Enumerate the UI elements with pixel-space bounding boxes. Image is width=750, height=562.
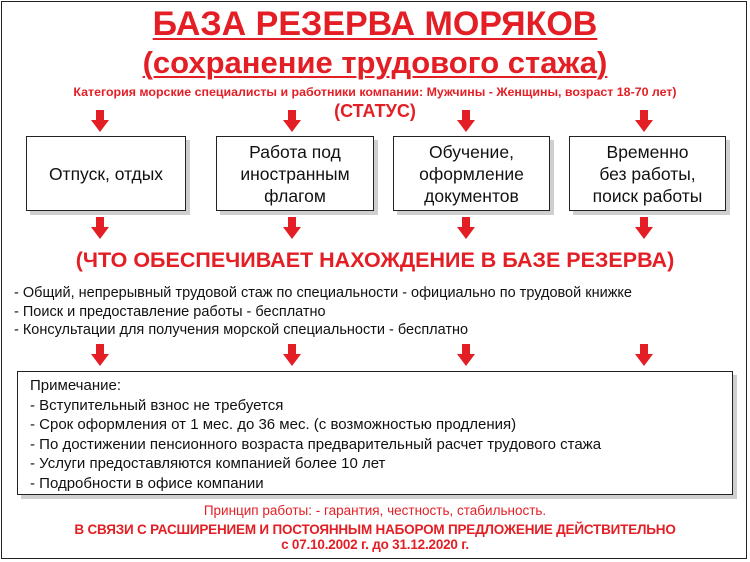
down-arrow-icon (91, 217, 109, 239)
note-item: - Срок оформления от 1 мес. до 36 мес. (с возможностью продления) (30, 416, 517, 433)
down-arrow-icon (91, 344, 109, 366)
status-box-training: Обучение, оформление документов (393, 136, 550, 211)
down-arrow-icon (283, 217, 301, 239)
benefit-item: - Поиск и предоставление работы - бесплатно (14, 303, 326, 320)
down-arrow-icon (457, 344, 475, 366)
down-arrow-icon (283, 344, 301, 366)
down-arrow-icon (457, 110, 475, 132)
benefit-item: - Общий, непрерывный трудовой стаж по специальности - официально по трудовой книжке (14, 285, 632, 301)
note-item: - Вступительный взнос не требуется (30, 396, 284, 414)
down-arrow-icon (635, 344, 653, 366)
status-box-unemployed: Временно без работы, поиск работы (569, 136, 726, 211)
page-title: БАЗА РЕЗЕРВА МОРЯКОВ (152, 5, 598, 43)
page-subtitle: (сохранение трудового стажа) (142, 45, 608, 80)
footer-line-2: с 07.10.2002 г. до 31.12.2020 г. (281, 537, 469, 552)
status-box-foreign-flag: Работа под иностранным флагом (216, 136, 374, 211)
validity-footer (0, 522, 750, 552)
provides-heading: (ЧТО ОБЕСПЕЧИВАЕТ НАХОЖДЕНИЕ В БАЗЕ РЕЗЕРВА) (75, 248, 675, 272)
down-arrow-icon (635, 217, 653, 239)
down-arrow-icon (457, 217, 475, 239)
work-principle: Принцип работы: - гарантия, честность, стабильность. (203, 503, 547, 518)
notes-heading: Примечание: (30, 377, 121, 394)
footer-line-1: В СВЯЗИ С РАСШИРЕНИЕМ И ПОСТОЯННЫМ НАБОРОМ ПРЕДЛОЖЕНИЕ ДЕЙСТВИТЕЛЬНО (74, 522, 676, 537)
down-arrow-icon (283, 110, 301, 132)
notes-box (17, 371, 733, 495)
note-item: - По достижении пенсионного возраста предварительный расчет трудового стажа (30, 435, 602, 453)
note-item: - Услуги предоставляются компанией более 10 лет (30, 455, 386, 472)
category-line: Категория морские специалисты и работники компании: Мужчины - Женщины, возраст 18-70 лет) (73, 85, 677, 99)
note-item: - Подробности в офисе компании (30, 474, 264, 492)
benefits-list (14, 284, 744, 340)
down-arrow-icon (635, 110, 653, 132)
status-label: (СТАТУС) (334, 101, 416, 121)
status-box-vacation: Отпуск, отдых (26, 136, 186, 211)
down-arrow-icon (91, 110, 109, 132)
benefit-item: - Консультации для получения морской специальности - бесплатно (14, 322, 469, 338)
